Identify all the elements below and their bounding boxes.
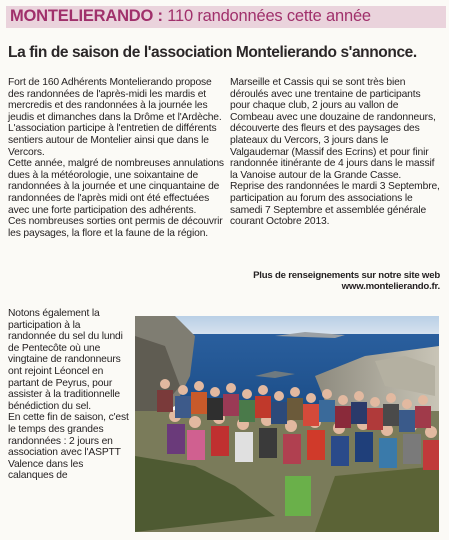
paragraph-calanques: Marseille et Cassis qui se sont très bien déroulés avec une trentaine de participants pour chaque club, 2 jours au vallon de Combeau avec une douzaine de randonneurs, découverte des fleurs et des paysages des plateaux du Vercors, 3 jours dans le Valgaudemar (Massif des Ecrins) et pour finir randonnée itinérante de 4 jours dans le massif la Vanoise autour de la Grande Casse. xyxy=(230,77,436,181)
column-left-narrow xyxy=(8,308,130,482)
paragraph-salt-hike: Notons également la participation à la randonnée du sel du lundi de Pentecôte où une vingtaine de randonneurs ont rejoint Léoncel en partant de Peyrus, pour assister à la traditionnelle bénédiction du sel. xyxy=(8,308,123,412)
header-title xyxy=(10,7,371,26)
group-photo-image xyxy=(135,316,439,532)
paragraph-discovery: Ces nombreuses sorties ont permis de découvrir les paysages, la flore et la faune de la région. xyxy=(8,216,223,239)
column-right xyxy=(230,77,442,228)
column-left-wide xyxy=(8,77,224,239)
paragraph-intro: Fort de 160 Adhérents Montelierando propose des randonnées de l'après-midi les mardis et mercredis et des randonnées à la journée les jeudis et dimanches dans la Drôme et l'Ardèche. L'association participe à l'entretien de différents sentiers autour de Montelier ainsi que dans le Vercors. xyxy=(8,77,222,158)
more-info-link[interactable]: Plus de renseignements sur notre site web www.montelierando.fr. xyxy=(253,270,440,293)
article-header xyxy=(0,0,449,30)
header-brand: MONTELIERANDO xyxy=(10,7,154,25)
paragraph-reprise: Reprise des randonnées le mardi 3 Septembre, participation au forum des associations le samedi 7 Septembre et assemblée générale courant Octobre 2013. xyxy=(230,181,440,228)
header-tagline: 110 randonnées cette année xyxy=(167,7,371,25)
group-photo xyxy=(135,316,439,532)
paragraph-big-hikes: En cette fin de saison, c'est le temps des grandes randonnées : 2 jours en association avec l'ASPTT Valence dans les calanques de xyxy=(8,412,129,482)
article-subtitle: La fin de saison de l'association Montelierando s'annonce. xyxy=(8,44,417,61)
paragraph-season: Cette année, malgré de nombreuses annulations dues à la météorologie, une soixantaine de randonnées à la journée et une cinquantaine de randonnées de l'après midi ont été effectuées avec une forte participation des adhérents. xyxy=(8,158,224,216)
header-separator: : xyxy=(153,7,168,25)
